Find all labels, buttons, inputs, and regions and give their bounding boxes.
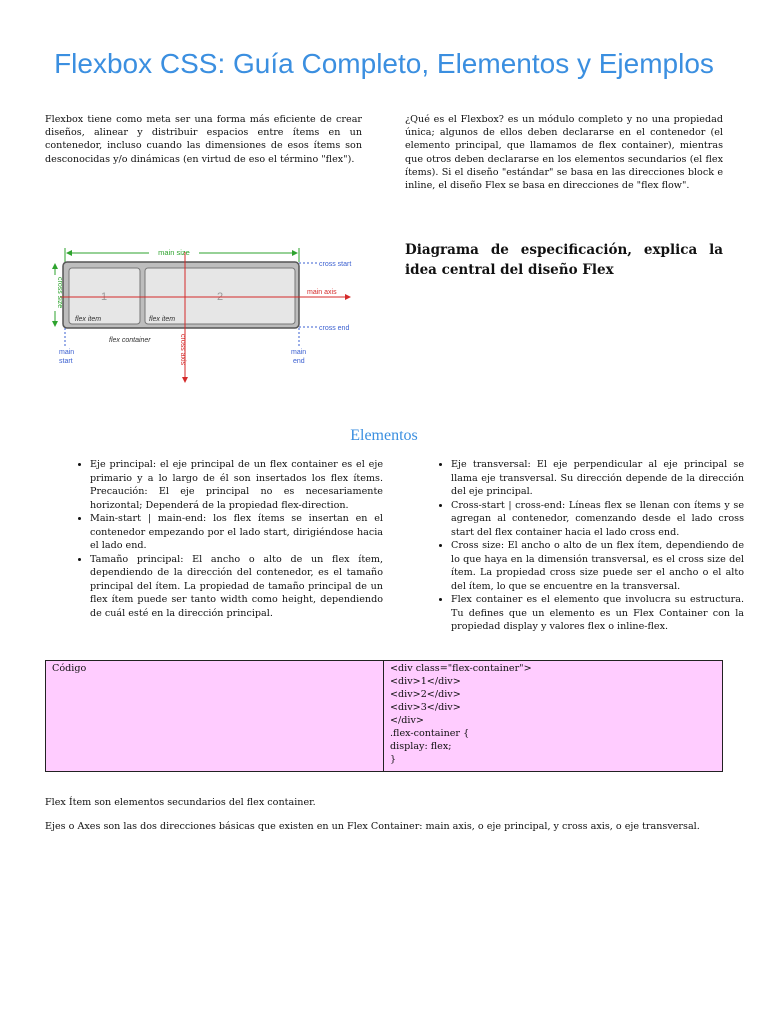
bullet-list-left xyxy=(70,458,383,620)
code-line: <div>1</div> xyxy=(390,676,461,687)
code-line: <div>2</div> xyxy=(390,689,461,700)
elementos-heading: Elementos xyxy=(350,427,418,444)
code-line: </div> xyxy=(390,715,424,726)
code-line: .flex-container { xyxy=(390,728,470,739)
diagram-caption: Diagrama de especificación, explica la idea central del diseño Flex xyxy=(405,242,723,278)
code-label-cell: Código xyxy=(46,661,384,772)
flex-diagram xyxy=(45,242,365,384)
list-item: • Tamaño principal: El ancho o alto de un flex ítem, dependiendo de la dirección del contenedor, es el tamaño principal del ítem. La propiedad de tamaño principal de un flex ítem puede ser tanto width como height, dependiendo de cuál esté en la dirección principal. xyxy=(90,553,383,621)
main-size-label: main size xyxy=(158,248,190,257)
intro-paragraph-left: Flexbox tiene como meta ser una forma más eficiente de crear diseños, alinear y distribuir espacios entre ítems en un contenedor, incluso cuando las dimensiones de esos ítems son desconocidas y/o dinámicas (en virtud de eso el término "flex"). xyxy=(45,114,362,165)
item-2-number: 2 xyxy=(216,291,224,303)
intro-paragraph-right: ¿Qué es el Flexbox? es un módulo completo y no una propiedad única; algunos de ellos deben declararse en el contenedor (el elemento principal, que llamamos de flex container), mientras que otros deben declararse en los elementos secundarios (el flex ítems). Si el diseño "estándar" se basa en las direcciones block e inline, el diseño Flex se basa en direcciones de "flex flow". xyxy=(405,114,723,192)
list-item: • Cross-start | cross-end: Líneas flex se llenan con ítems y se agregan al contenedor, comenzando desde el lado cross start del flex container hacia el lado cross end. xyxy=(451,499,744,540)
flex-container-label: flex container xyxy=(109,337,151,344)
bullet-list-right xyxy=(431,458,744,634)
main-end-label-1: main xyxy=(291,349,307,356)
code-line: <div class="flex-container"> xyxy=(390,663,532,674)
list-item: • Main-start | main-end: los flex ítems se insertan en el contenedor empezando por el lado start, dirigiéndose hacia el lado end. xyxy=(90,512,383,553)
list-item: • Eje transversal: El eje perpendicular al eje principal se llama eje transversal. Su dirección depende de la dirección del eje principal. xyxy=(451,458,744,499)
cross-axis-label: cross axis xyxy=(179,334,186,366)
paragraph-flex-item: Flex Ítem son elementos secundarios del flex container. xyxy=(45,797,316,808)
main-axis-label: main axis xyxy=(307,289,337,296)
cross-end-label: cross end xyxy=(319,325,350,332)
flex-item-label-2: flex item xyxy=(149,316,176,323)
paragraph-axes: Ejes o Axes son las dos direcciones básicas que existen en un Flex Container: main axis, o eje principal, y cross axis, o eje transversal. xyxy=(45,821,700,832)
code-line: <div>3</div> xyxy=(390,702,461,713)
list-item: • Cross size: El ancho o alto de un flex ítem, dependiendo de lo que haya en la dimensión transversal, es el cross size del ítem. La propiedad cross size puede ser el ancho o el alto del ítem, lo que se encuentre en la transversal. xyxy=(451,539,744,593)
main-start-label-2: start xyxy=(59,358,73,365)
code-line: display: flex; xyxy=(390,741,452,752)
main-end-label-2: end xyxy=(293,358,305,365)
list-item: • Eje principal: el eje principal de un flex container es el eje primario y a lo largo de él son insertados los flex ítems. Precaución: El eje principal no es necesariamente horizontal; Dependerá de la propiedad flex-direction. xyxy=(90,458,383,512)
code-line: } xyxy=(390,754,397,765)
page-title: Flexbox CSS: Guía Completo, Elementos y Ejemplos xyxy=(54,48,714,79)
flex-diagram-svg xyxy=(45,242,365,384)
main-start-label-1: main xyxy=(59,349,75,356)
cross-size-label: cross size xyxy=(56,277,63,309)
item-1-number: 1 xyxy=(100,291,108,303)
cross-start-label: cross start xyxy=(319,261,352,268)
flex-item-label-1: flex item xyxy=(75,316,102,323)
code-table xyxy=(45,660,723,772)
list-item: • Flex container es el elemento que involucra su estructura. Tu defines que un elemento es un Flex Container con la propiedad display y valores flex o inline-flex. xyxy=(451,593,744,634)
code-content-cell xyxy=(384,661,723,772)
